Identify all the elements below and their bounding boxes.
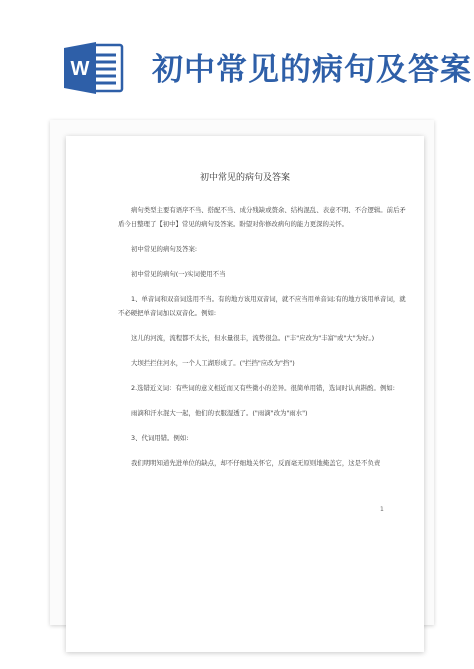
header-title: 初中常见的病句及答案 — [152, 52, 472, 88]
paragraph: 大坝拦拦住河水，一个人工湖形成了。("拦挡"应改为"挡") — [131, 359, 295, 367]
word-document-icon — [62, 40, 126, 96]
page-number: 1 — [380, 506, 384, 513]
paragraph: 1、单音词和双音词选用不当。有的地方该用双音词，就不应当用单音词;有的地方该用单音词，就不必硬把单音词加以双音化。例如: — [118, 295, 406, 317]
document-body — [118, 203, 408, 481]
word-icon-letter: W — [70, 58, 90, 80]
banner-header — [0, 0, 474, 110]
paragraph: 3、代词用错。例如: — [131, 434, 189, 442]
paragraph: 初中常见的病句及答案: — [131, 245, 198, 253]
paragraph: 雨滴和汗水混大一起，他们的衣服湿透了。("雨滴"改为"雨水") — [131, 409, 308, 417]
paragraph: 初中常见的病句(一)实词使用不当 — [131, 270, 226, 278]
paragraph: 病句类型主要有语序不当、搭配不当、成分残缺或赘余、结构混乱、表意不明、不合逻辑。前后矛盾今日整理了【初中】常见的病句及答案。盼望对你修改病句的能力更深的关怀。 — [118, 206, 406, 228]
paragraph: 我们明明知道先进单位的缺点，却不仔细地关怀它，反面毫无原则地掩盖它，这是不负责 — [131, 459, 381, 467]
document-title: 初中常见的病句及答案 — [199, 173, 290, 183]
paragraph: 这儿的河流，流程都不太长，但水量很丰，流势很急。("丰"应改为"丰富"或"大"为好。) — [131, 334, 375, 342]
document-page — [66, 136, 424, 652]
paragraph: 2.选错近义词：有些词的意义相近而又有些微小的差异。很简单用错，选词时认真斟酌。例如: — [131, 384, 395, 392]
